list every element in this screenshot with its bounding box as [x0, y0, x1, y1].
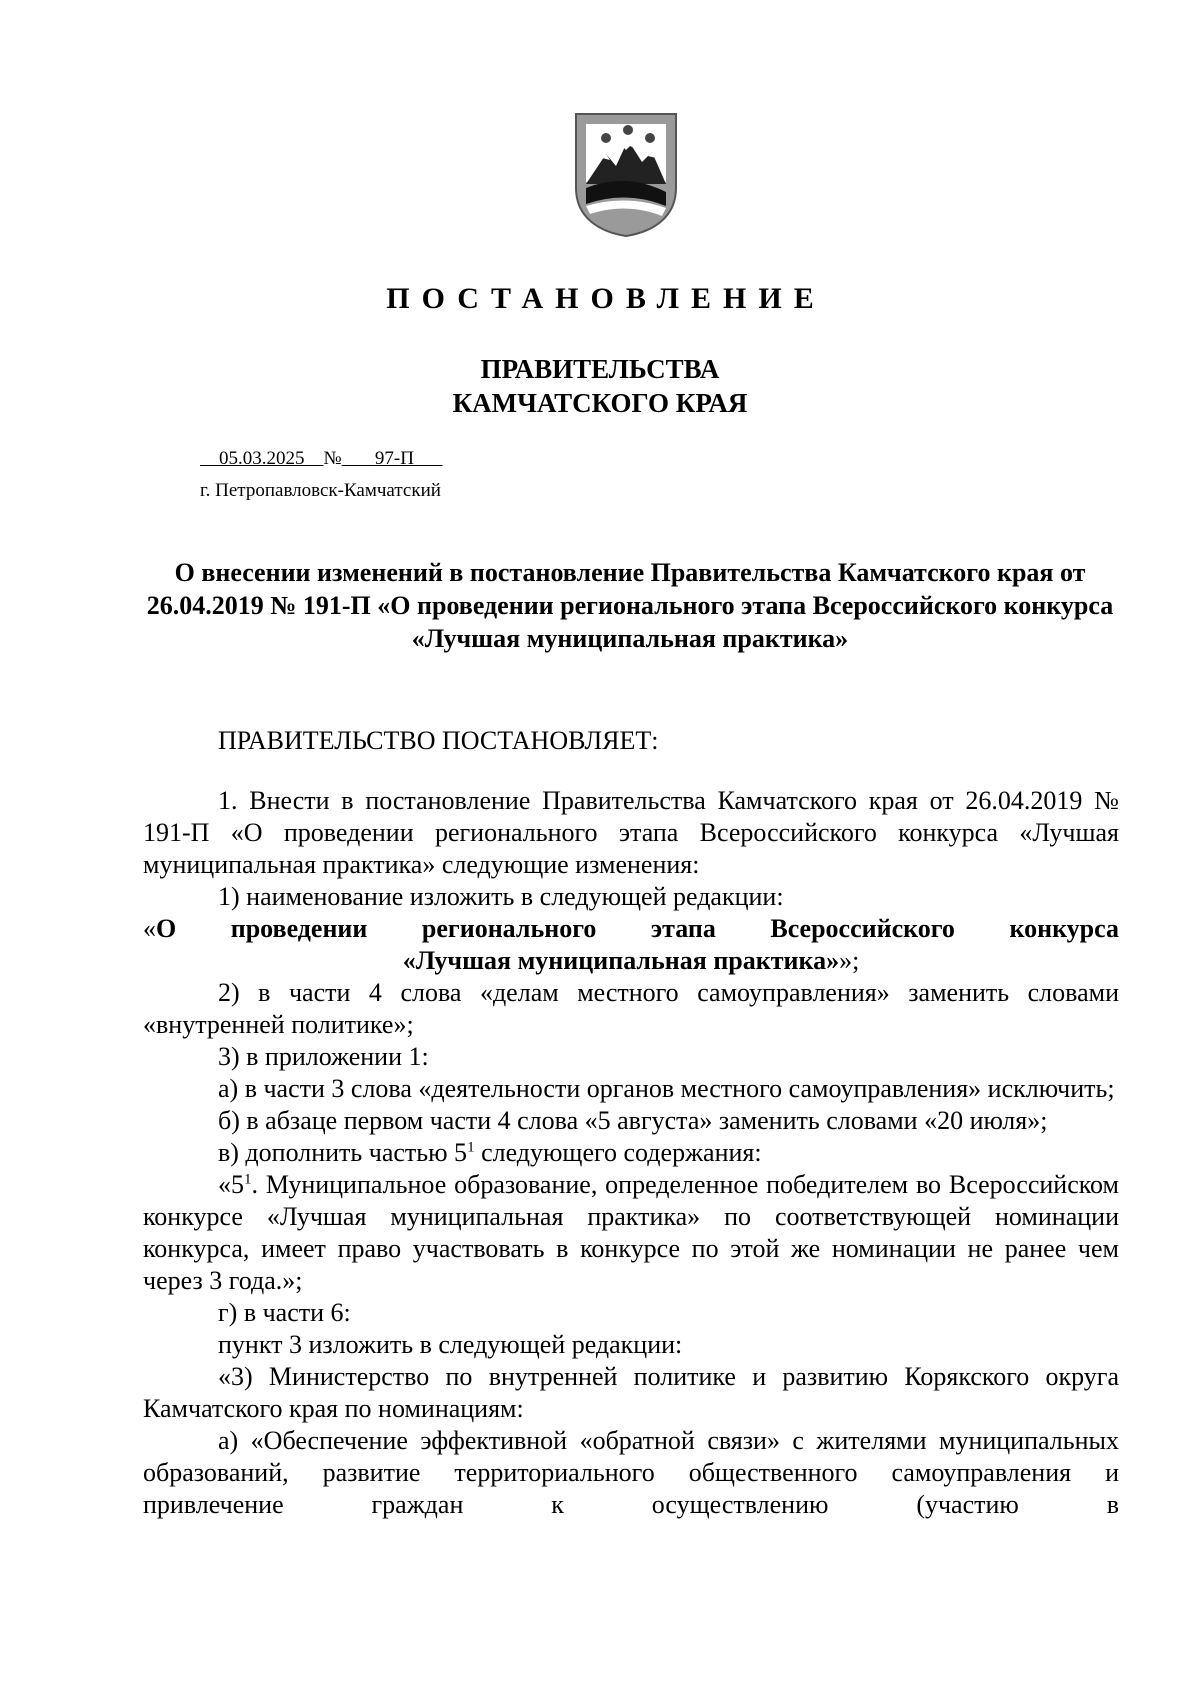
issuing-authority: [0, 352, 1200, 420]
decree-phrase: ПРАВИТЕЛЬСТВО ПОСТАНОВЛЯЕТ:: [218, 726, 659, 755]
document-number: 97-П: [374, 448, 414, 469]
authority-line-2: КАМЧАТСКОГО КРАЯ: [452, 388, 748, 418]
paragraph-13: а) «Обеспечение эффективной «обратной связи» с жителями муниципальных образований, развитие территориального общественного самоуправления и привлечение граждан к осуществлению (участию в: [143, 1426, 1119, 1519]
paragraph-3-line-2: «Лучшая муниципальная практика»»;: [402, 946, 860, 975]
paragraph-5: 3) в приложении 1:: [218, 1042, 429, 1071]
document-title: О внесении изменений в постановление Правительства Камчатского края от 26.04.2019 № 191-П «О проведении регионального этапа Всероссийского конкурса «Лучшая муниципальная практика»: [146, 558, 1114, 653]
authority-line-1: ПРАВИТЕЛЬСТВА: [480, 354, 720, 384]
paragraph-2: 1) наименование изложить в следующей редакции:: [218, 882, 784, 911]
date-number-line: [200, 448, 442, 470]
paragraph-1: 1. Внести в постановление Правительства Камчатского края от 26.04.2019 № 191-П «О проведении регионального этапа Всероссийского конкурса «Лучшая муниципальная практика» следующие изменения:: [143, 786, 1119, 879]
document-type-heading: ПОСТАНОВЛЕНИЕ: [386, 282, 826, 315]
paragraph-3-line-1: «О проведении регионального этапа Всероссийского конкурса: [143, 914, 1119, 943]
paragraph-4: 2) в части 4 слова «делам местного самоуправления» заменить словами «внутренней политике»;: [143, 978, 1119, 1039]
paragraph-7: б) в абзаце первом части 4 слова «5 августа» заменить словами «20 июля»;: [218, 1106, 1048, 1135]
paragraph-10: г) в части 6:: [218, 1298, 351, 1327]
paragraph-9: «$5^1$. Муниципальное образование, определенное победителем во Всероссийском конкурсе «Лучшая муниципальная практика» по соответствующей номинации конкурса, имеет право участвовать в конкурсе по этой же номинации не ранее чем через 3 года.»;: [143, 1170, 1119, 1295]
city: г. Петропавловск-Камчатский: [200, 480, 441, 501]
document-date: 05.03.2025: [219, 448, 305, 469]
document-body: [143, 725, 1119, 1521]
paragraph-12: «3) Министерство по внутренней политике и развитию Корякского округа Камчатского края по номинациям:: [143, 1362, 1119, 1423]
paragraph-6: а) в части 3 слова «деятельности органов местного самоуправления» исключить;: [218, 1074, 1115, 1103]
paragraph-8: в) дополнить частью $5^1$ следующего содержания:: [218, 1138, 762, 1167]
paragraph-11: пункт 3 изложить в следующей редакции:: [218, 1330, 683, 1359]
kamchatka-coat-of-arms-icon: [572, 110, 680, 238]
number-sign: №: [323, 448, 342, 469]
